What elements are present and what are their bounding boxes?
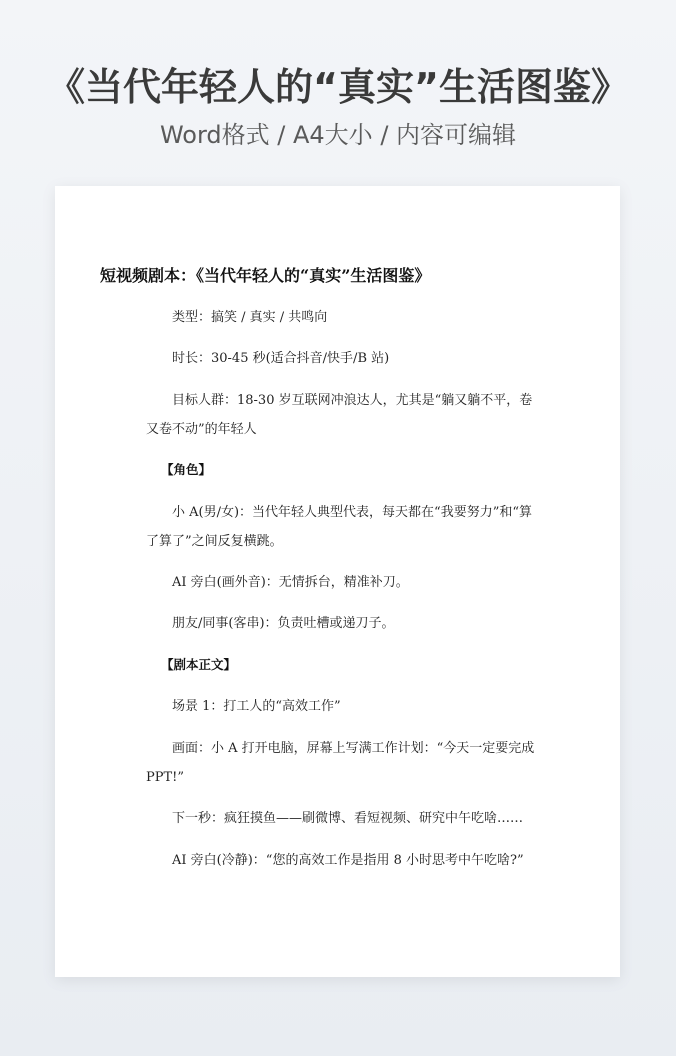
scene1-ai-narration: AI 旁白(冷静)：“您的高效工作是指用 8 小时思考中午吃啥?” xyxy=(172,853,524,868)
roles-heading: 【角色】 xyxy=(161,462,212,477)
scene1-title: 场景 1：打工人的“高效工作” xyxy=(172,699,341,714)
duration-line: 时长：30-45 秒(适合抖音/快手/B 站) xyxy=(172,351,390,366)
scene1-next: 下一秒：疯狂摸鱼——刷微博、看短视频、研究中午吃啥…… xyxy=(172,811,524,826)
poster-title: 《当代年轻人的“真实”生活图鉴》 xyxy=(47,65,629,109)
audience-line: 目标人群：18-30 岁互联网冲浪达人，尤其是“躺又躺不平，卷又卷不动”的年轻人 xyxy=(146,393,533,437)
script-heading: 【剧本正文】 xyxy=(161,657,237,672)
scene1-picture: 画面：小 A 打开电脑，屏幕上写满工作计划：“今天一定要完成 PPT!” xyxy=(146,741,535,785)
role-a-description: 小 A(男/女)：当代年轻人典型代表，每天都在“我要努力”和“算了算了”之间反复横跳。 xyxy=(146,505,532,549)
role-friend-description: 朋友/同事(客串)：负责吐槽或递刀子。 xyxy=(172,616,395,631)
poster-header xyxy=(0,62,676,150)
type-line: 类型：搞笑 / 真实 / 共鸣向 xyxy=(172,310,328,325)
poster-subtitle: Word格式 / A4大小 / 内容可编辑 xyxy=(159,121,517,149)
role-ai-description: AI 旁白(画外音)：无情拆台，精准补刀。 xyxy=(172,575,409,590)
document-title: 短视频剧本：《当代年轻人的“真实”生活图鉴》 xyxy=(100,266,431,285)
